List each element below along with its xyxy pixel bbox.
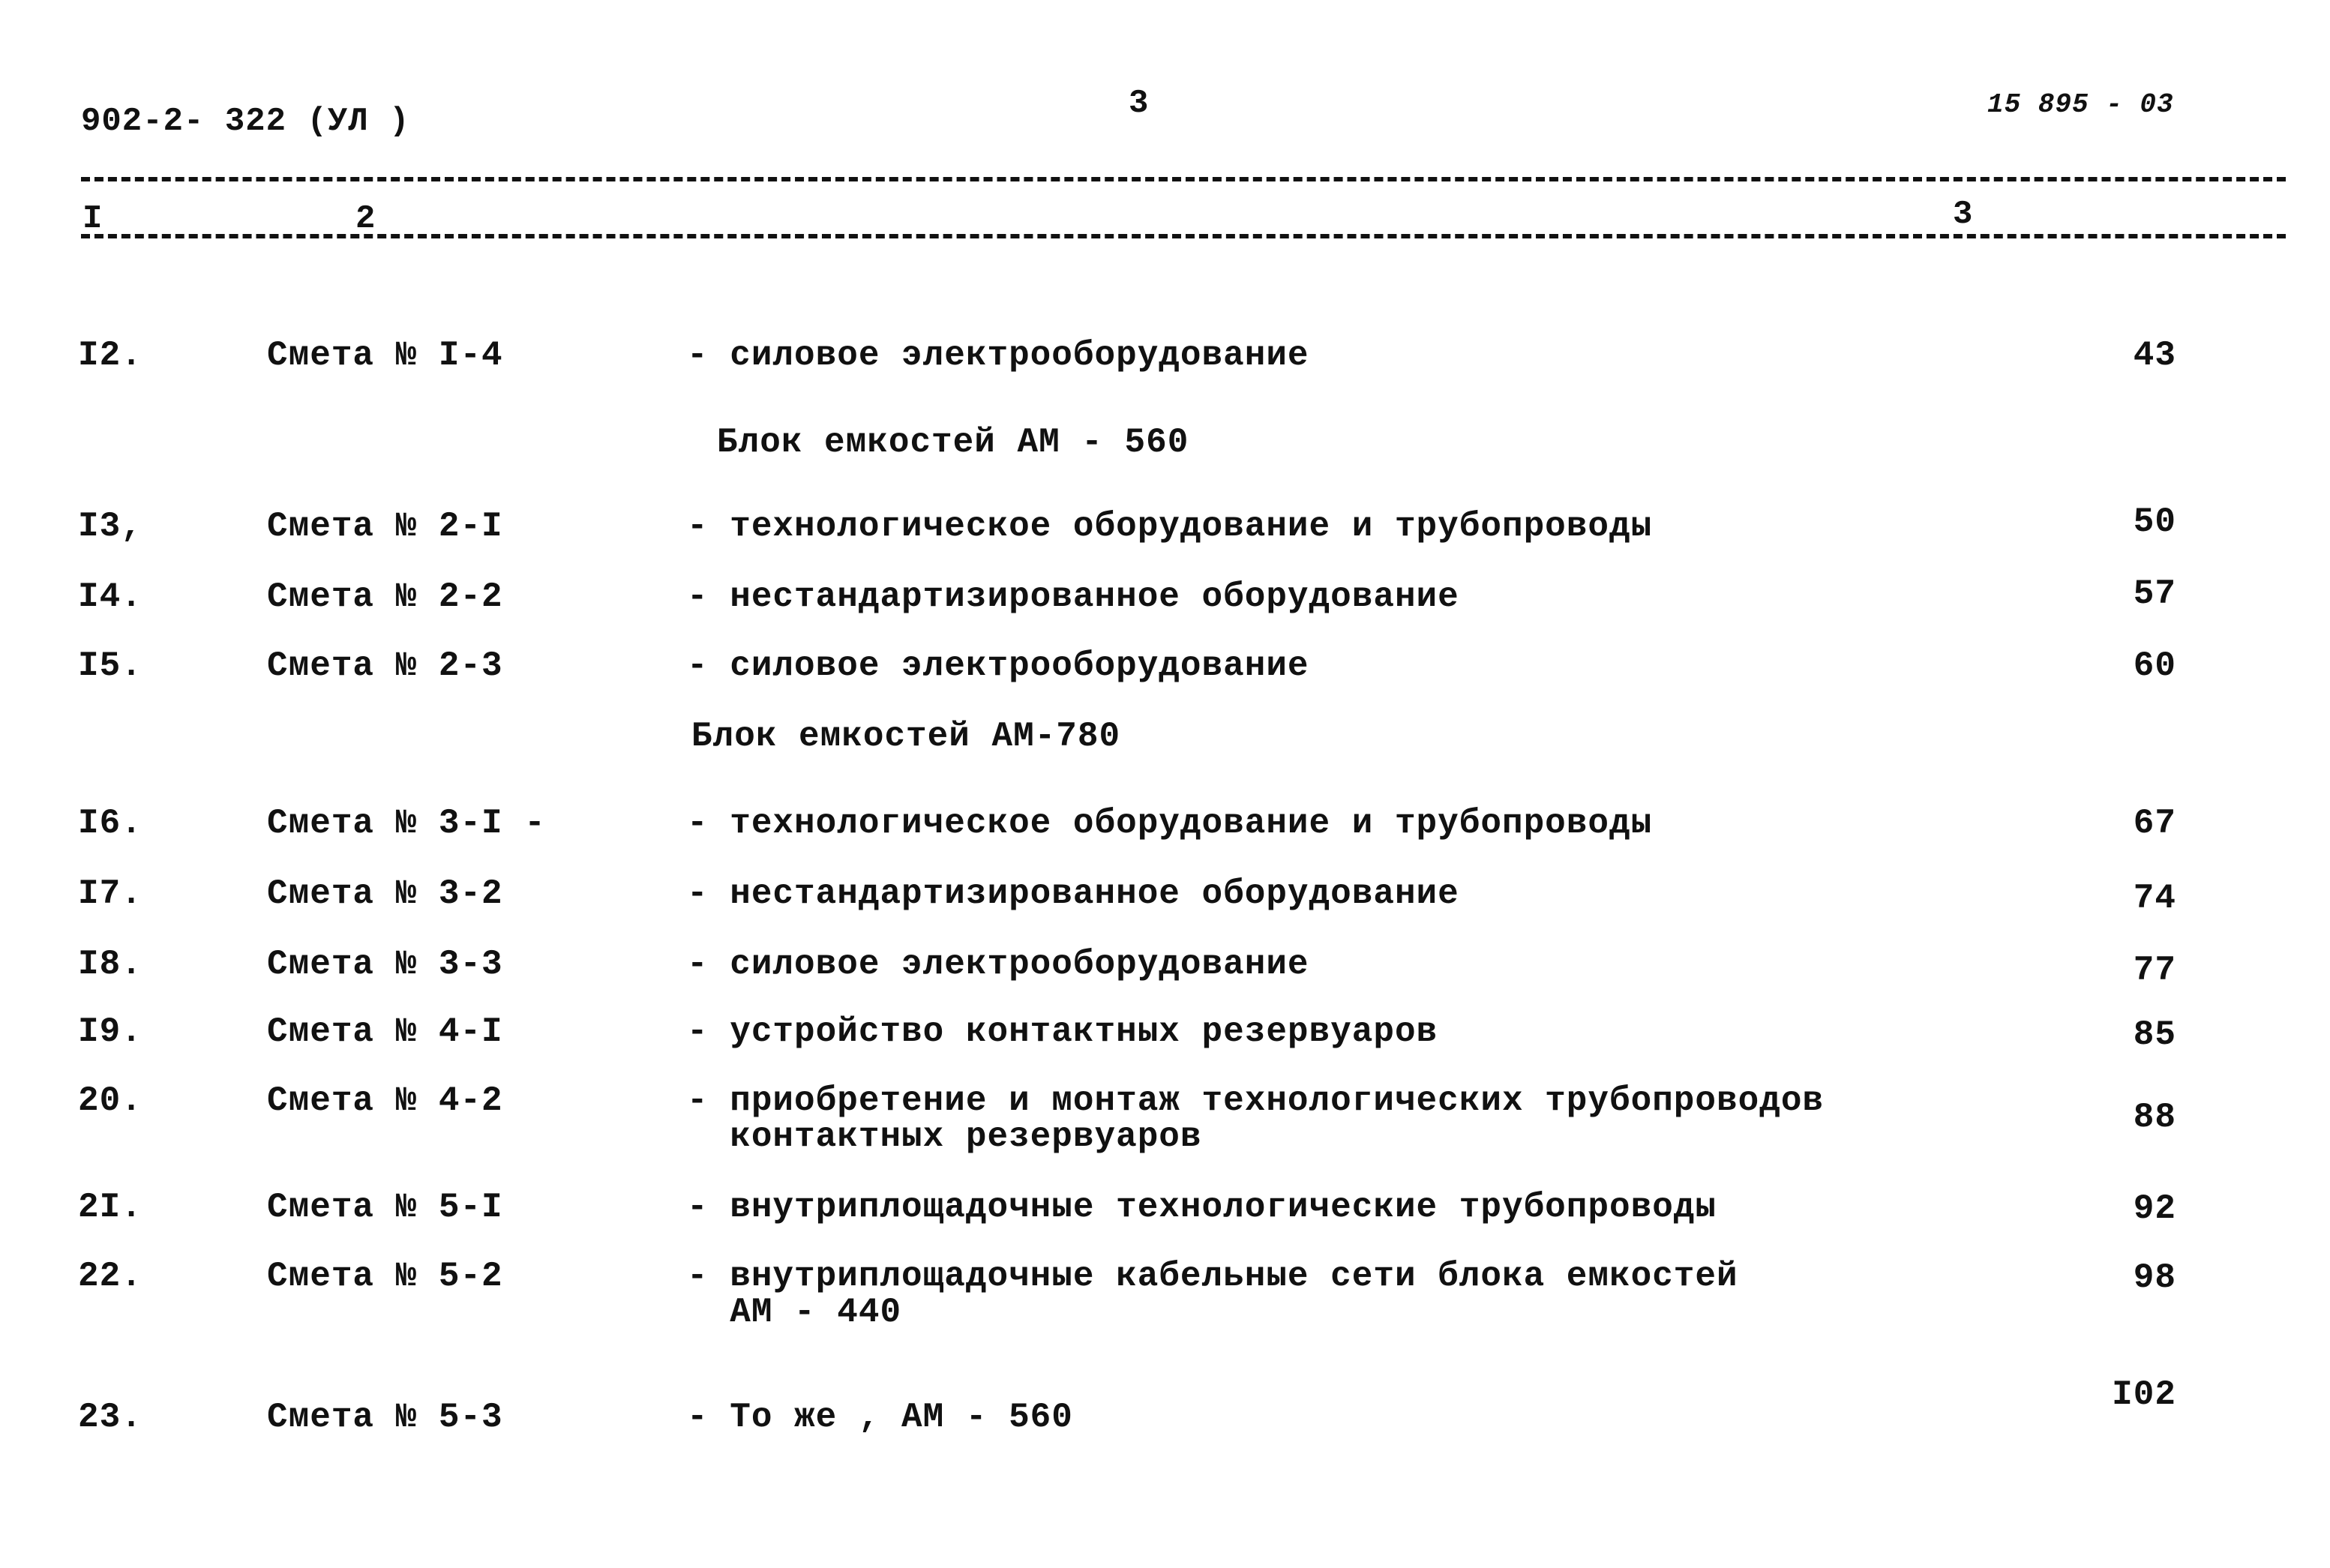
estimate-reference: Смета № I-4 [267, 336, 503, 375]
estimate-reference: Смета № 4-2 [267, 1081, 503, 1120]
page-reference: 77 [2133, 951, 2176, 990]
row-number: 20. [78, 1081, 142, 1120]
estimate-reference: Смета № 2-I [267, 507, 503, 546]
page-reference: 57 [2133, 574, 2176, 613]
row-number: I5. [78, 646, 142, 685]
row-number: I7. [78, 874, 142, 913]
row-description: - нестандартизированное оборудование [687, 874, 1459, 913]
page-reference: 85 [2133, 1015, 2176, 1054]
column-header-1: I [82, 200, 103, 238]
estimate-reference: Смета № 5-2 [267, 1257, 503, 1296]
row-description: - силовое электрооборудование [687, 336, 1309, 375]
estimate-reference: Смета № 5-3 [267, 1398, 503, 1437]
page-reference: I02 [2112, 1375, 2176, 1414]
block-title: Блок емкостей АМ-780 [691, 717, 1121, 756]
page-reference: 60 [2133, 646, 2176, 685]
row-number: 2I. [78, 1188, 142, 1227]
row-description: - устройство контактных резервуаров [687, 1012, 1438, 1051]
estimate-reference: Смета № 3-I - [267, 804, 546, 843]
estimate-reference: Смета № 4-I [267, 1012, 503, 1051]
row-number: I9. [78, 1012, 142, 1051]
estimate-reference: Смета № 2-3 [267, 646, 503, 685]
page-reference: 43 [2133, 336, 2176, 375]
row-description: - внутриплощадочные кабельные сети блока емкостей АМ - 440 [687, 1257, 1738, 1332]
header-divider [81, 177, 2286, 181]
page-reference: 92 [2133, 1189, 2176, 1228]
page-reference: 88 [2133, 1098, 2176, 1137]
row-number: 22. [78, 1257, 142, 1296]
page-reference: 67 [2133, 804, 2176, 843]
estimate-reference: Смета № 3-3 [267, 945, 503, 984]
block-title: Блок емкостей АМ - 560 [717, 423, 1189, 462]
row-description: - технологическое оборудование и трубопроводы [687, 804, 1653, 843]
estimate-reference: Смета № 2-2 [267, 577, 503, 616]
row-description: - силовое электрооборудование [687, 646, 1309, 685]
inventory-number: 15 895 - 03 [1987, 89, 2174, 120]
column-header-2: 2 [355, 200, 376, 238]
row-description: - приобретение и монтаж технологических трубопроводов контактных резервуаров [687, 1081, 1825, 1156]
row-description: - силовое электрооборудование [687, 945, 1309, 984]
row-description: - То же , АМ - 560 [687, 1398, 1073, 1437]
row-description: - нестандартизированное оборудование [687, 577, 1459, 616]
row-number: I8. [78, 945, 142, 984]
page-reference: 50 [2133, 502, 2176, 541]
column-header-divider [81, 234, 2286, 238]
estimate-reference: Смета № 5-I [267, 1188, 503, 1227]
page-reference: 74 [2133, 879, 2176, 918]
page-number: 3 [1129, 85, 1150, 122]
row-number: I2. [78, 336, 142, 375]
row-number: I6. [78, 804, 142, 843]
column-header-3: 3 [1953, 196, 1974, 233]
row-description: - внутриплощадочные технологические трубопроводы [687, 1188, 1717, 1227]
estimate-reference: Смета № 3-2 [267, 874, 503, 913]
document-code: 902-2- 322 (УЛ ) [81, 103, 410, 140]
row-number: 23. [78, 1398, 142, 1437]
row-number: I4. [78, 577, 142, 616]
row-description: - технологическое оборудование и трубопроводы [687, 507, 1653, 546]
row-number: I3, [78, 507, 142, 546]
page-reference: 98 [2133, 1258, 2176, 1297]
